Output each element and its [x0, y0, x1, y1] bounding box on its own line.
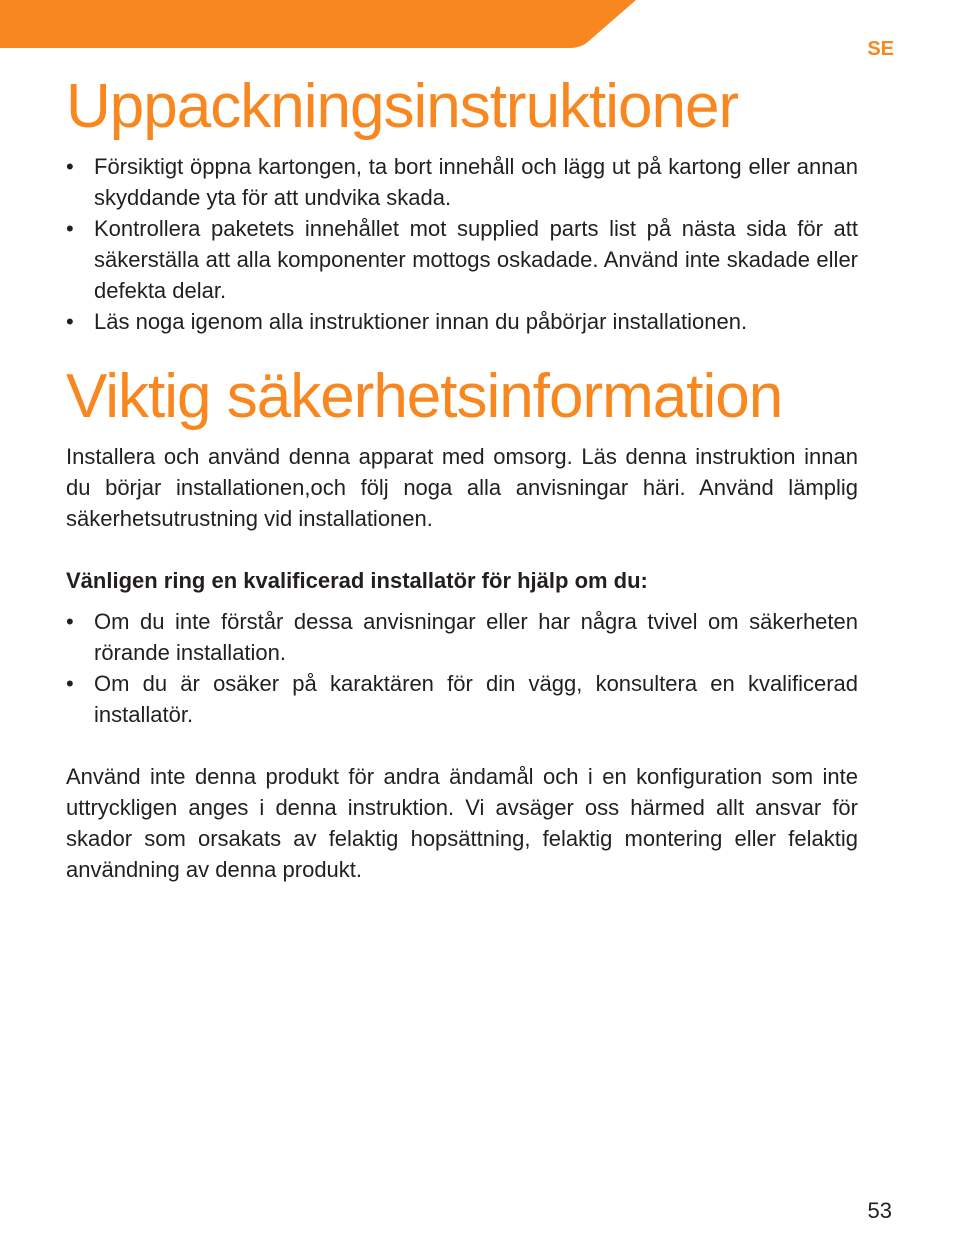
bullet-icon: • — [66, 154, 74, 179]
bullet-icon: • — [66, 671, 74, 696]
page-number: 53 — [867, 1198, 892, 1223]
header-accent-bar — [0, 0, 954, 48]
disclaimer-paragraph: Använd inte denna produkt för andra ändamål och i en konfiguration som inte uttryckligen anges i denna instruktion. Vi avsäger oss härmed allt ansvar för skador som orsakats av felaktig hopsättning, felaktig montering eller felaktig användning av denna produkt. — [66, 764, 858, 882]
language-tag: SE — [867, 38, 894, 60]
list-item: • Om du inte förstår dessa anvisningar eller har några tvivel om säkerheten rörande installation. — [66, 606, 858, 668]
safety-title: Viktig säkerhetsinformation — [66, 362, 783, 431]
installer-subheading: Vänligen ring en kvalificerad installatör för hjälp om du: — [66, 568, 648, 593]
list-item: • Kontrollera paketets innehållet mot supplied parts list på nästa sida för att säkerställa att alla komponenter mottogs oskadade. Använd inte skadade eller defekta delar. — [66, 213, 858, 306]
bullet-icon: • — [66, 609, 74, 634]
bullet-icon: • — [66, 216, 74, 241]
list-item: • Försiktigt öppna kartongen, ta bort innehåll och lägg ut på kartong eller annan skyddande yta för att undvika skada. — [66, 151, 858, 213]
installer-list — [66, 606, 858, 730]
unpacking-title: Uppackningsinstruktioner — [66, 72, 739, 141]
list-item: • Läs noga igenom alla instruktioner innan du påbörjar installationen. — [66, 306, 858, 337]
list-item: • Om du är osäker på karaktären för din vägg, konsultera en kvalificerad installatör. — [66, 668, 858, 730]
bullet-icon: • — [66, 309, 74, 334]
safety-intro: Installera och använd denna apparat med omsorg. Läs denna instruktion innan du börjar installationen,och följ noga alla anvisningar häri. Använd lämplig säkerhetsutrustning vid installationen. — [66, 444, 858, 531]
unpacking-list — [66, 151, 858, 337]
